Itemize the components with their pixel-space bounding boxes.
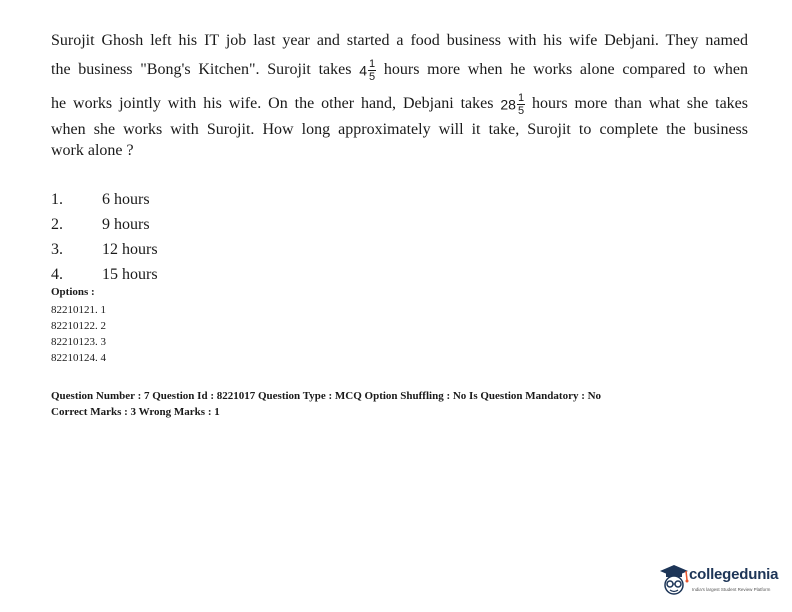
question-meta-line-2: Correct Marks : 3 Wrong Marks : 1 xyxy=(51,406,220,418)
choice-item: 3. 12 hours xyxy=(51,241,158,258)
question-line-2: the business "Bong's Kitchen". Surojit takes 4 $\frac{1}{5}$ hours more when he works alone compared to when xyxy=(51,58,748,83)
graduate-mascot-icon xyxy=(658,562,690,602)
logo-tagline: India's largest Student Review Platform xyxy=(692,587,771,592)
choice-item: 2. 9 hours xyxy=(51,216,150,233)
options-label: Options : xyxy=(51,286,95,298)
choice-item: 4. 15 hours xyxy=(51,266,158,283)
question-line-4: when she works with Surojit. How long approximately will it take, Surojit to complete the business xyxy=(51,121,748,138)
question-line-3: he works jointly with his wife. On the other hand, Debjani takes 28 $\frac{1}{5}$ hours more than what she takes xyxy=(51,92,748,117)
question-line-1: Surojit Ghosh left his IT job last year and started a food business with his wife Debjani. They named xyxy=(51,32,748,49)
logo-wordmark: collegedunia xyxy=(689,566,779,583)
question-line-5: work alone ? xyxy=(51,142,134,159)
option-id: 82210122. 2 xyxy=(51,320,106,332)
option-id: 82210121. 1 xyxy=(51,304,106,316)
fraction-4-1-5: 4 $\frac{1}{5}$ xyxy=(359,58,376,83)
option-id: 82210123. 3 xyxy=(51,336,106,348)
question-meta-line-1: Question Number : 7 Question Id : 8221017 Question Type : MCQ Option Shuffling : No Is Question Mandatory : No xyxy=(51,390,602,402)
choice-item: 1. 6 hours xyxy=(51,191,150,208)
collegedunia-logo xyxy=(658,562,788,604)
fraction-28-1-5: 28 $\frac{1}{5}$ xyxy=(500,92,525,117)
option-id: 82210124. 4 xyxy=(51,352,106,364)
